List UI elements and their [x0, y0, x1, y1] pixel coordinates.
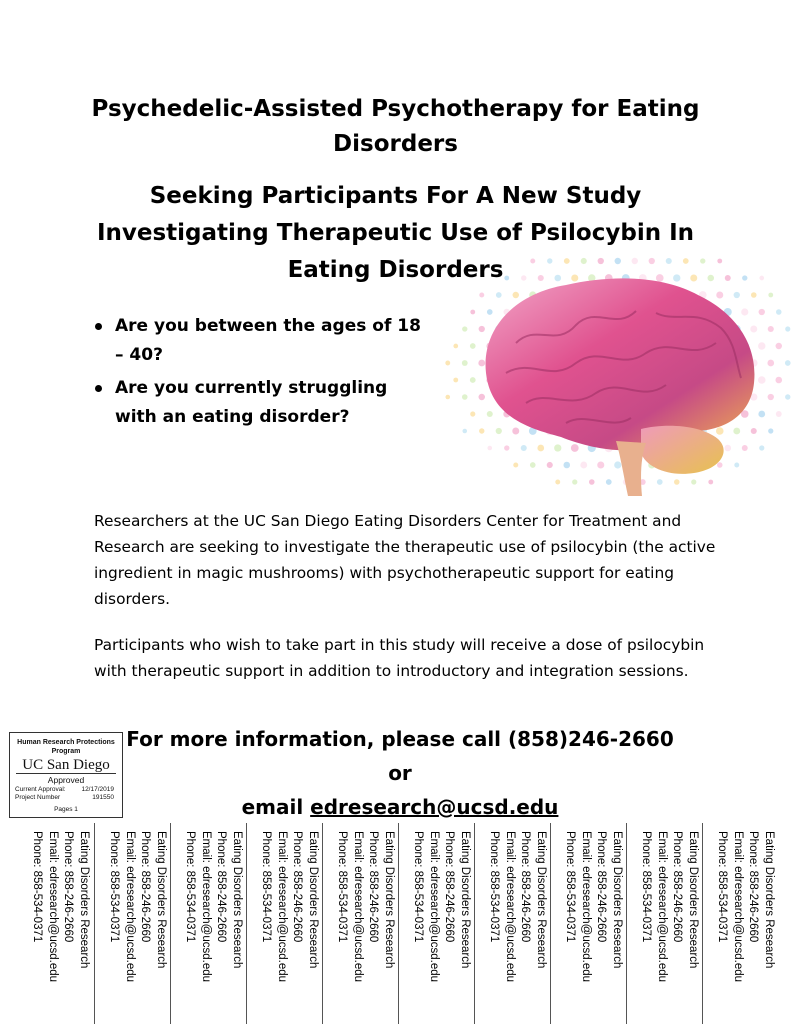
halftone-dot — [470, 411, 475, 416]
stamp-project-number-label: Project Number — [15, 794, 61, 801]
flyer-title: Psychedelic-Assisted Psychotherapy for Eating Disorders — [91, 96, 700, 157]
tab-email: Email: edresearch@ucsd.edu — [276, 831, 288, 983]
tab-phone-1: Phone: 858-246-2660 — [215, 831, 228, 943]
contact-phone-line: For more information, please call (858)246-2660 or — [126, 727, 674, 785]
halftone-dot — [530, 259, 535, 264]
halftone-dot — [470, 310, 475, 315]
tear-tab[interactable] — [702, 823, 778, 1024]
tab-name: Eating Disorders Research — [307, 831, 319, 969]
tab-phone-2: Phone: 858-534-0371 — [260, 831, 273, 943]
halftone-dot — [673, 274, 680, 281]
halftone-dot — [734, 463, 739, 468]
halftone-dot — [571, 274, 578, 281]
halftone-dot — [487, 411, 493, 417]
halftone-dot — [742, 445, 748, 451]
halftone-dot — [768, 326, 774, 332]
halftone-dot — [487, 446, 492, 451]
halftone-dot — [759, 276, 764, 281]
stamp-current-approval — [10, 786, 122, 794]
halftone-dot — [537, 445, 544, 452]
halftone-dot — [479, 293, 484, 298]
halftone-dot — [716, 427, 724, 435]
brain-stem — [616, 441, 646, 496]
tear-tab[interactable] — [18, 823, 93, 1024]
tab-phone-1: Phone: 858-246-2660 — [443, 831, 456, 943]
halftone-dot — [758, 411, 765, 418]
halftone-dot — [656, 274, 664, 282]
tab-name: Eating Disorders Research — [383, 831, 395, 969]
tab-name: Eating Disorders Research — [611, 831, 623, 969]
halftone-dot — [615, 258, 621, 264]
halftone-dot — [733, 428, 740, 435]
halftone-dot — [496, 292, 502, 298]
stamp-project-number-value: 191550 — [92, 794, 114, 801]
tab-phone-2: Phone: 858-534-0371 — [640, 831, 653, 943]
contact-info — [120, 722, 680, 824]
tear-tab[interactable] — [322, 823, 398, 1024]
tab-phone-2: Phone: 858-534-0371 — [336, 831, 349, 943]
tear-tab[interactable] — [94, 823, 170, 1024]
halftone-dot — [759, 445, 764, 450]
halftone-dot — [470, 377, 476, 383]
stamp-current-approval-value: 12/17/2019 — [81, 786, 114, 793]
bullet-eating-disorder: Are you currently struggling with an eating disorder? — [93, 374, 433, 432]
tab-email: Email: edresearch@ucsd.edu — [352, 831, 364, 983]
halftone-dot — [632, 258, 638, 264]
halftone-dot — [606, 479, 612, 485]
halftone-dot — [734, 292, 740, 298]
stamp-approved: Approved — [16, 773, 116, 786]
tab-phone-1: Phone: 858-246-2660 — [747, 831, 760, 943]
tab-email: Email: edresearch@ucsd.edu — [656, 831, 668, 983]
halftone-dot — [785, 360, 791, 366]
halftone-dot — [521, 275, 526, 280]
tab-name: Eating Disorders Research — [78, 831, 90, 969]
tab-phone-2: Phone: 858-534-0371 — [488, 831, 501, 943]
eligibility-questions — [93, 312, 433, 436]
brain-cerebrum — [486, 278, 755, 450]
contact-email-line — [120, 790, 680, 824]
tab-email: Email: edresearch@ucsd.edu — [732, 831, 744, 983]
halftone-dot — [717, 259, 722, 264]
halftone-dot — [741, 308, 748, 315]
stamp-pages: Pages 1 — [54, 806, 78, 813]
stamp-project-number — [10, 794, 122, 802]
halftone-dot — [666, 258, 672, 264]
tab-phone-2: Phone: 858-534-0371 — [31, 831, 44, 943]
halftone-dot — [554, 275, 561, 282]
tab-phone-2: Phone: 858-534-0371 — [412, 831, 425, 943]
tab-name: Eating Disorders Research — [687, 831, 699, 969]
halftone-dot — [597, 461, 604, 468]
halftone-dot — [785, 394, 790, 399]
halftone-dot — [479, 326, 485, 332]
halftone-dot — [555, 480, 560, 485]
tear-tab[interactable] — [550, 823, 626, 1024]
halftone-dot — [496, 428, 502, 434]
tab-phone-2: Phone: 858-534-0371 — [564, 831, 577, 943]
halftone-dot — [445, 395, 450, 400]
halftone-dot — [521, 445, 527, 451]
description-paragraph: Researchers at the UC San Diego Eating Disorders Center for Treatment and Research are seeking to investigate the therapeutic use of psilocybin (the active ingredient in magic mushrooms) with psychotherapeutic support for eating disorders. — [94, 512, 716, 608]
halftone-dot — [674, 479, 680, 485]
halftone-dot — [767, 360, 774, 367]
halftone-dot — [462, 394, 468, 400]
tab-phone-2: Phone: 858-534-0371 — [108, 831, 121, 943]
flyer-subtitle: Seeking Participants For A New Study Investigating Therapeutic Use of Psilocybin In Eating Disorders — [96, 183, 695, 283]
stamp-current-approval-label: Current Approval: — [15, 786, 66, 793]
tab-phone-2: Phone: 858-534-0371 — [184, 831, 197, 943]
halftone-dot — [649, 258, 655, 264]
contact-email-link[interactable]: edresearch@ucsd.edu — [310, 795, 559, 819]
tab-email: Email: edresearch@ucsd.edu — [124, 831, 136, 983]
tab-email: Email: edresearch@ucsd.edu — [47, 831, 59, 983]
halftone-dot — [785, 326, 790, 331]
halftone-dot — [751, 428, 757, 434]
irb-approval-stamp — [9, 732, 123, 818]
tear-tab[interactable] — [398, 823, 474, 1024]
halftone-dot — [751, 292, 757, 298]
halftone-dot — [445, 361, 450, 366]
halftone-dot — [580, 462, 587, 469]
halftone-dot — [716, 291, 723, 298]
tear-tab[interactable] — [626, 823, 702, 1024]
halftone-dot — [758, 342, 765, 349]
halftone-dot — [775, 377, 782, 384]
halftone-dot — [487, 309, 493, 315]
tab-name: Eating Disorders Research — [459, 831, 471, 969]
halftone-dot — [683, 258, 689, 264]
halftone-dot — [614, 461, 621, 468]
tab-phone-1: Phone: 858-246-2660 — [671, 831, 684, 943]
halftone-dot — [513, 462, 518, 467]
halftone-dot — [759, 309, 765, 315]
halftone-dot — [513, 292, 519, 298]
tab-email: Email: edresearch@ucsd.edu — [504, 831, 516, 983]
halftone-dot — [462, 429, 467, 434]
halftone-dot — [479, 394, 486, 401]
halftone-dot — [768, 293, 773, 298]
participation-paragraph: Participants who wish to take part in this study will receive a dose of psilocybin with therapeutic support in addition to introductory and integration sessions. — [94, 636, 705, 680]
tab-phone-2: Phone: 858-534-0371 — [716, 831, 729, 943]
halftone-dot — [563, 462, 570, 469]
tab-phone-1: Phone: 858-246-2660 — [62, 831, 75, 943]
tab-name: Eating Disorders Research — [763, 831, 775, 969]
tab-name: Eating Disorders Research — [535, 831, 547, 969]
halftone-dot — [691, 479, 696, 484]
halftone-dot — [581, 258, 587, 264]
halftone-dot — [776, 309, 782, 315]
halftone-dot — [776, 411, 782, 417]
halftone-dot — [768, 428, 773, 433]
halftone-dot — [750, 326, 757, 333]
halftone-dot — [479, 428, 484, 433]
tab-phone-1: Phone: 858-246-2660 — [519, 831, 532, 943]
stamp-logo: UC San Diego — [22, 757, 110, 773]
tab-phone-1: Phone: 858-246-2660 — [595, 831, 608, 943]
halftone-dot — [724, 445, 731, 452]
halftone-dot — [768, 394, 774, 400]
brain-cerebellum — [641, 426, 724, 474]
halftone-dot — [462, 326, 467, 331]
tab-phone-1: Phone: 858-246-2660 — [291, 831, 304, 943]
tear-off-tabs — [0, 823, 791, 1024]
tab-name: Eating Disorders Research — [155, 831, 167, 969]
halftone-dot — [758, 376, 766, 384]
halftone-dot — [572, 479, 577, 484]
halftone-dot — [470, 343, 476, 349]
halftone-dot — [589, 479, 595, 485]
tear-tab[interactable] — [474, 823, 550, 1024]
halftone-dot — [453, 378, 458, 383]
halftone-dot — [598, 258, 604, 264]
tab-email: Email: edresearch@ucsd.edu — [428, 831, 440, 983]
halftone-dot — [504, 276, 509, 281]
halftone-dot — [776, 343, 782, 349]
tear-tab[interactable] — [170, 823, 246, 1024]
halftone-dot — [564, 258, 570, 264]
tab-phone-1: Phone: 858-246-2660 — [139, 831, 152, 943]
halftone-dot — [538, 275, 544, 281]
stamp-program-name: Human Research Protections Program — [17, 739, 115, 755]
tab-phone-1: Phone: 858-246-2660 — [367, 831, 380, 943]
halftone-dot — [512, 428, 519, 435]
halftone-dot — [547, 258, 552, 263]
halftone-dot — [725, 275, 731, 281]
halftone-dot — [554, 444, 561, 451]
tear-tab[interactable] — [246, 823, 322, 1024]
halftone-dot — [700, 258, 705, 263]
tab-email: Email: edresearch@ucsd.edu — [580, 831, 592, 983]
halftone-dot — [462, 360, 468, 366]
halftone-dot — [742, 275, 747, 280]
brain-illustration — [436, 253, 791, 498]
contact-email-prefix: email — [241, 795, 311, 819]
halftone-dot — [717, 462, 723, 468]
halftone-dot — [504, 445, 509, 450]
halftone-dot — [530, 462, 536, 468]
halftone-dot — [547, 462, 553, 468]
halftone-dot — [453, 344, 458, 349]
halftone-dot — [708, 480, 713, 485]
halftone-dot — [478, 360, 485, 367]
halftone-dot — [707, 275, 714, 282]
tab-email: Email: edresearch@ucsd.edu — [200, 831, 212, 983]
bullet-age: Are you between the ages of 18 – 40? — [93, 312, 433, 370]
halftone-dot — [571, 444, 579, 452]
tab-name: Eating Disorders Research — [231, 831, 243, 969]
halftone-dot — [657, 479, 663, 485]
halftone-dot — [690, 274, 697, 281]
